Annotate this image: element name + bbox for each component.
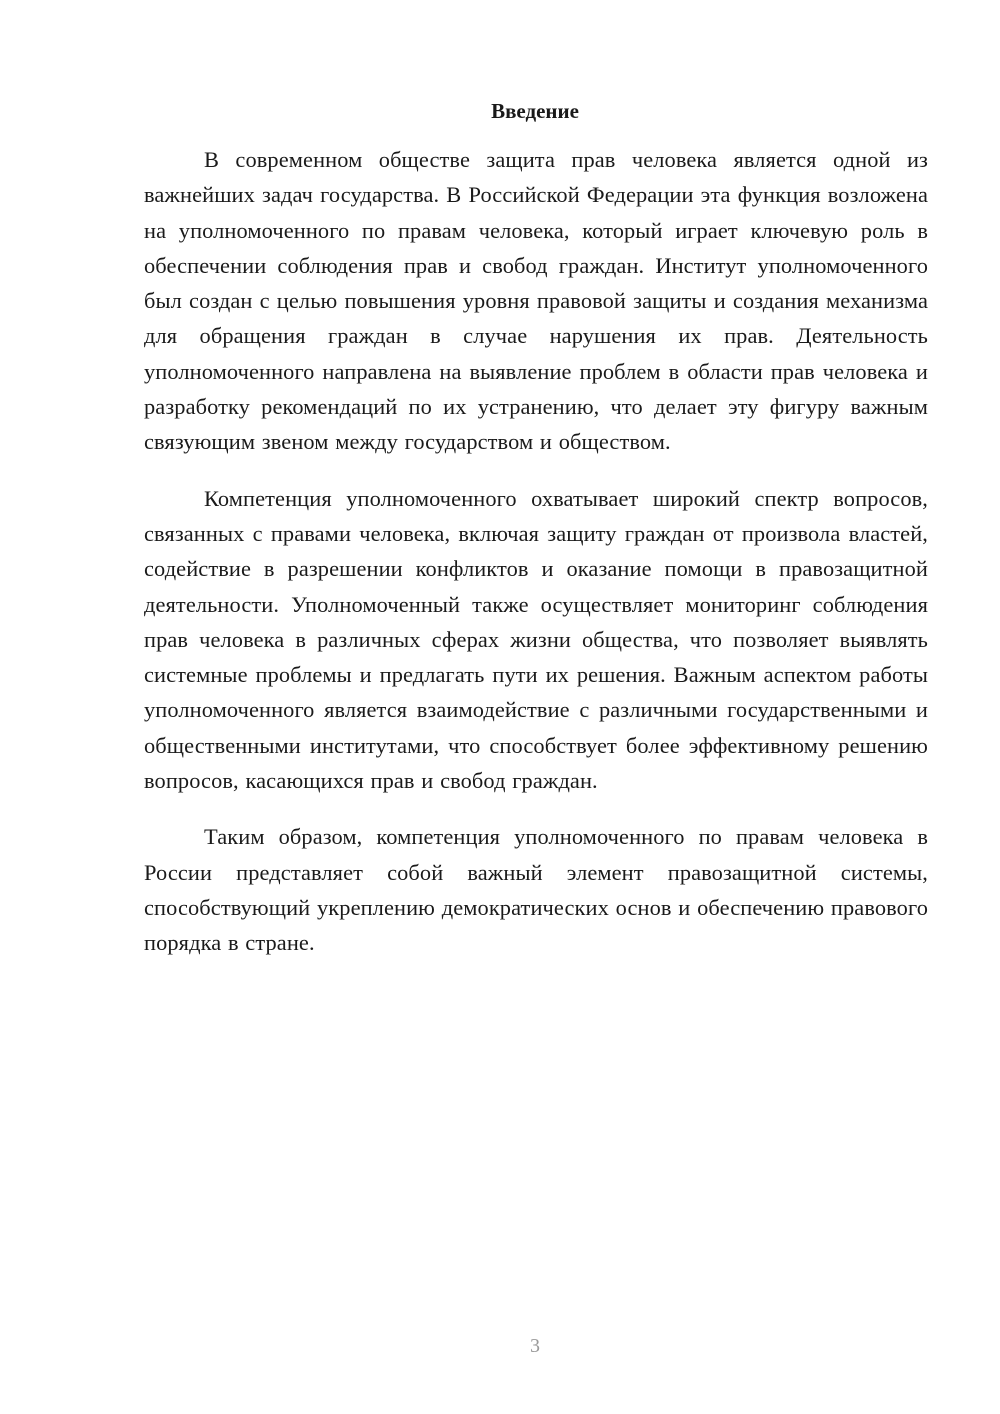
paragraph-2: Компетенция уполномоченного охватывает широкий спектр вопросов, связанных с правами человека, включая защиту граждан от произвола властей, содействие в разрешении конфликтов и оказание помощи в правозащитной деятельности. Уполномоченный также осуществляет мониторинг соблюдения прав человека в различных сферах жизни общества, что позволяет выявлять системные проблемы и предлагать пути их решения. Важным аспектом работы уполномоченного является взаимодействие с различными государственными и общественными институтами, что способствует более эффективному решению вопросов, касающихся прав и свобод граждан. <box>144 485 928 794</box>
page-title: Введение <box>491 99 579 123</box>
page-number: 3 <box>530 1335 540 1357</box>
paragraph-3: Таким образом, компетенция уполномоченного по правам человека в России представляет собой важный элемент правозащитной системы, способствующий укреплению демократических основ и обеспечению правового порядка в стране. <box>144 824 928 956</box>
body-text <box>144 142 928 982</box>
paragraph-1: В современном обществе защита прав человека является одной из важнейших задач государства. В Российской Федерации эта функция возложена на уполномоченного по правам человека, который играет ключевую роль в обеспечении соблюдения прав и свобод граждан. Институт уполномоченного был создан с целью повышения уровня правовой защиты и создания механизма для обращения граждан в случае нарушения их прав. Деятельность уполномоченного направлена на выявление проблем в области прав человека и разработку рекомендаций по их устранению, что делает эту фигуру важным связующим звеном между государством и обществом. <box>144 147 928 455</box>
